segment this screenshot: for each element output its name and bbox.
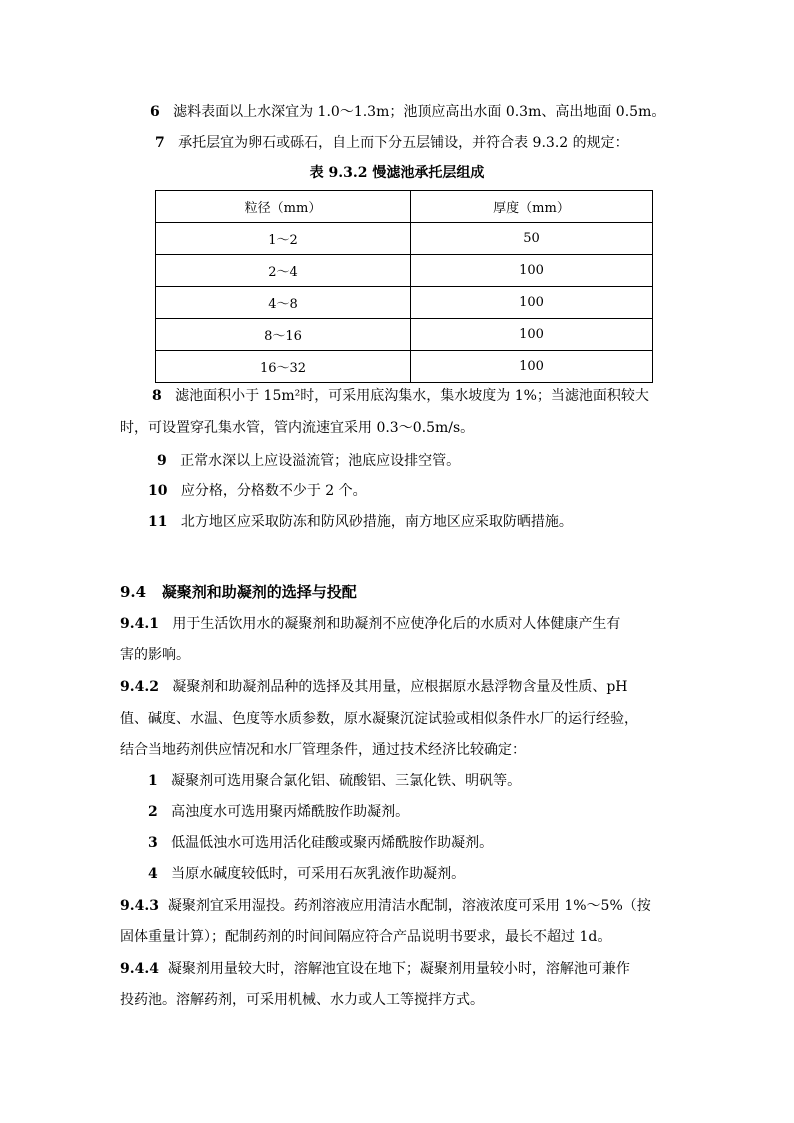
clause-number: 9.4.4 xyxy=(120,961,159,977)
item-text: 承托层宜为卵石或砾石，自上而下分五层铺设，并符合表 9.3.2 的规定： xyxy=(178,135,629,151)
cell-size: 2～4 xyxy=(156,255,411,287)
cell-thickness: 100 xyxy=(411,255,653,287)
table-row xyxy=(156,319,653,351)
item-text: 滤料表面以上水深宜为 1.0～1.3m；池顶应高出水面 0.3m、高出地面 0.5m。 xyxy=(173,104,666,120)
cell-size: 8～16 xyxy=(156,319,411,351)
item-text: 北方地区应采取防冻和防风砂措施，南方地区应采取防晒措施。 xyxy=(180,514,573,530)
item-text: 正常水深以上应设溢流管；池底应设排空管。 xyxy=(180,453,461,469)
header-particle-size: 粒径（mm） xyxy=(156,191,411,223)
cell-size: 4～8 xyxy=(156,287,411,319)
cell-thickness: 50 xyxy=(411,223,653,255)
item-text: 高浊度水可选用聚丙烯酰胺作助凝剂。 xyxy=(171,804,410,820)
cell-thickness: 100 xyxy=(411,287,653,319)
clause-text: 凝聚剂和助凝剂品种的选择及其用量，应根据原水悬浮物含量及性质、pH xyxy=(172,679,628,695)
clause-9-4-2 xyxy=(120,677,628,697)
clause-text: 凝聚剂宜采用湿投。药剂溶液应用清洁水配制，溶液浓度可采用 1%～5%（按 xyxy=(167,898,651,914)
clause-9-4-4 xyxy=(120,959,630,979)
support-layer-table xyxy=(155,190,653,383)
clause-number: 9.4.3 xyxy=(120,898,159,914)
sub-item-3 xyxy=(148,833,493,853)
clause-9-4-2-cont2: 结合当地药剂供应情况和水厂管理条件，通过技术经济比较确定： xyxy=(120,742,526,758)
clause-9-4-2-cont1: 值、碱度、水温、色度等水质参数，原水凝聚沉淀试验或相似条件水厂的运行经验， xyxy=(120,711,638,727)
item-number: 11 xyxy=(148,514,168,530)
section-heading xyxy=(120,582,357,602)
clause-9-4-3-cont: 固体重量计算）；配制药剂的时间间隔应符合产品说明书要求，最长不超过 1d。 xyxy=(120,929,612,945)
table-title: 表 9.3.2 慢滤池承托层组成 xyxy=(309,165,485,181)
item-6 xyxy=(150,102,665,122)
item-text: 滤池面积小于 15m²时，可采用底沟集水，集水坡度为 1%；当滤池面积较大 xyxy=(175,388,649,404)
item-number: 4 xyxy=(148,866,158,882)
cell-size: 1～2 xyxy=(156,223,411,255)
clause-number: 9.4.1 xyxy=(120,616,159,632)
item-number: 6 xyxy=(150,104,160,120)
section-number: 9.4 xyxy=(120,583,147,601)
item-number: 8 xyxy=(152,388,162,404)
item-9 xyxy=(157,451,460,471)
sub-item-2 xyxy=(148,802,409,822)
item-number: 9 xyxy=(157,453,167,469)
item-8 xyxy=(152,386,649,406)
clause-9-4-1-cont: 害的影响。 xyxy=(120,647,190,663)
table-row xyxy=(156,223,653,255)
clause-text: 凝聚剂用量较大时，溶解池宜设在地下；凝聚剂用量较小时，溶解池可兼作 xyxy=(167,961,630,977)
sub-item-1 xyxy=(148,771,521,791)
item-text: 应分格，分格数不少于 2 个。 xyxy=(180,483,367,499)
cell-thickness: 100 xyxy=(411,319,653,351)
item-11 xyxy=(148,512,573,532)
header-thickness: 厚度（mm） xyxy=(411,191,653,223)
clause-9-4-3 xyxy=(120,896,651,916)
table-row xyxy=(156,287,653,319)
clause-9-4-1 xyxy=(120,614,620,634)
item-number: 10 xyxy=(148,483,168,499)
item-number: 2 xyxy=(148,804,158,820)
item-8-cont: 时，可设置穿孔集水管，管内流速宜采用 0.3～0.5m/s。 xyxy=(120,420,475,436)
cell-size: 16～32 xyxy=(156,351,411,383)
clause-9-4-4-cont: 投药池。溶解药剂，可采用机械、水力或人工等搅拌方式。 xyxy=(120,992,484,1008)
table-row xyxy=(156,255,653,287)
table-row xyxy=(156,351,653,383)
table-header-row xyxy=(156,191,653,223)
clause-number: 9.4.2 xyxy=(120,679,159,695)
section-title: 凝聚剂和助凝剂的选择与投配 xyxy=(161,583,357,601)
item-number: 7 xyxy=(155,135,165,151)
cell-thickness: 100 xyxy=(411,351,653,383)
item-text: 凝聚剂可选用聚合氯化铝、硫酸铝、三氯化铁、明矾等。 xyxy=(171,773,522,789)
clause-text: 用于生活饮用水的凝聚剂和助凝剂不应使净化后的水质对人体健康产生有 xyxy=(172,616,621,632)
item-10 xyxy=(148,481,367,501)
sub-item-4 xyxy=(148,864,465,884)
item-text: 当原水碱度较低时，可采用石灰乳液作助凝剂。 xyxy=(171,866,466,882)
item-text: 低温低浊水可选用活化硅酸或聚丙烯酰胺作助凝剂。 xyxy=(171,835,494,851)
item-number: 3 xyxy=(148,835,158,851)
item-number: 1 xyxy=(148,773,158,789)
item-7 xyxy=(155,133,629,153)
